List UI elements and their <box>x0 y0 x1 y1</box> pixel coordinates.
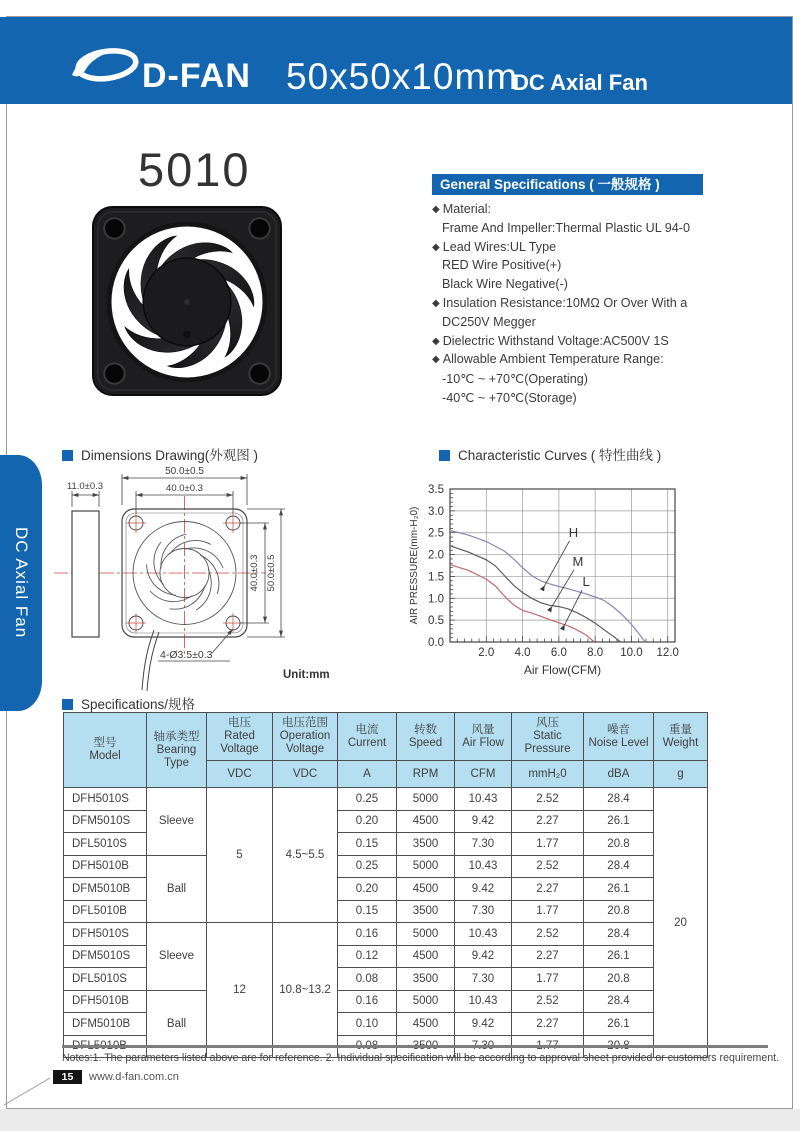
corner-line <box>0 1068 60 1110</box>
spec-table-cell: 10.43 <box>455 990 512 1013</box>
spec-table-row <box>64 788 708 811</box>
section-dimensions-label: Dimensions Drawing(外观图 ) <box>81 448 259 463</box>
spec-table-cell: 7.30 <box>455 833 512 856</box>
section-curves-label: Characteristic Curves ( 特性曲线 ) <box>458 448 662 463</box>
spec-table-cell: 4500 <box>397 1013 455 1036</box>
spec-line: -40℃ ~ +70℃(Storage) <box>442 390 577 405</box>
spec-table-cell: 3500 <box>397 900 455 923</box>
spec-table-header-cell: 转数 Speed <box>397 713 455 761</box>
spec-table-row <box>64 923 708 946</box>
impeller-blades <box>140 529 230 619</box>
spec-line: ◆ Dielectric Withstand Voltage:AC500V 1S <box>432 333 669 348</box>
x-tick-label: 6.0 <box>550 647 567 659</box>
spec-table-header-cell: VDC <box>273 761 338 788</box>
spec-table-cell: 12 <box>207 923 273 1058</box>
spec-table-row <box>64 990 708 1013</box>
notes-text: Notes:1. The parameters listed above are for reference. 2. Individual specification will be according to approval sheet provided or customers requirement. <box>62 1052 780 1064</box>
dim-unit: Unit:mm <box>283 669 330 681</box>
spec-table-cell: 28.4 <box>584 990 654 1013</box>
spec-table-header-cell: 电压 Rated Voltage <box>207 713 273 761</box>
spec-table-cell: 4500 <box>397 945 455 968</box>
spec-table-cell: DFM5010S <box>64 810 147 833</box>
outside-page-area <box>0 1109 800 1131</box>
curve-label-M: M <box>572 553 584 569</box>
model-number-title: 5010 <box>138 143 251 196</box>
spec-table-cell: Sleeve <box>147 923 207 991</box>
spec-table-cell: 2.27 <box>512 945 584 968</box>
spec-table-cell: Ball <box>147 990 207 1058</box>
spec-table-header-cell: 电流 Current <box>338 713 397 761</box>
blue-square-icon <box>62 450 73 461</box>
spec-table-cell: 28.4 <box>584 855 654 878</box>
spec-table-header-cell: 风压 Static Pressure <box>512 713 584 761</box>
spec-table-cell: 20.8 <box>584 833 654 856</box>
spec-table-cell: 26.1 <box>584 1013 654 1036</box>
spec-table-cell: DFL5010S <box>64 968 147 991</box>
y-tick-label: 0.5 <box>428 615 444 628</box>
spec-table-cell: 2.27 <box>512 878 584 901</box>
spec-line: DC250V Megger <box>442 314 536 329</box>
website-text: www.d-fan.com.cn <box>89 1071 179 1083</box>
dim-outer-height: 50.0±0.5 <box>266 554 277 592</box>
spec-table-cell: 0.25 <box>338 855 397 878</box>
spec-table-cell: 5000 <box>397 788 455 811</box>
spec-table-header-cell: CFM <box>455 761 512 788</box>
spec-table-header-cell: 风量 Air Flow <box>455 713 512 761</box>
spec-table-cell: Ball <box>147 855 207 923</box>
y-tick-label: 3.0 <box>428 505 444 518</box>
spec-table-cell: 0.15 <box>338 900 397 923</box>
spec-table-cell: 0.08 <box>338 968 397 991</box>
side-view <box>72 511 99 637</box>
spec-table-cell: 0.20 <box>338 878 397 901</box>
dimension-drawing <box>52 462 387 697</box>
spec-table-cell: 10.43 <box>455 923 512 946</box>
x-axis-label: Air Flow(CFM) <box>523 663 602 677</box>
y-tick-label: 0.0 <box>428 637 444 649</box>
spec-table-cell: 5000 <box>397 855 455 878</box>
spec-table-cell: 2.52 <box>512 855 584 878</box>
spec-table-cell: 20.8 <box>584 900 654 923</box>
spec-table-cell: 4500 <box>397 810 455 833</box>
spec-table-cell: 5000 <box>397 923 455 946</box>
spec-table-header-cell: RPM <box>397 761 455 788</box>
spec-line: ◆ Allowable Ambient Temperature Range: <box>432 352 664 367</box>
spec-table-cell: 26.1 <box>584 810 654 833</box>
section-curves-header <box>439 444 661 464</box>
x-tick-label: 4.0 <box>514 647 531 659</box>
spec-table-header-cell: 重量 Weight <box>654 713 708 761</box>
dim-outer-width: 50.0±0.5 <box>165 466 204 477</box>
spec-table-cell: 0.15 <box>338 833 397 856</box>
x-tick-label: 12.0 <box>656 647 679 659</box>
page-number-badge: 15 <box>53 1070 82 1084</box>
spec-table-cell: 0.16 <box>338 923 397 946</box>
notes-divider <box>62 1045 768 1048</box>
spec-table-cell: 4500 <box>397 878 455 901</box>
section-specifications-header <box>62 693 195 713</box>
spec-table-cell: 9.42 <box>455 1013 512 1036</box>
spec-table-cell: Sleeve <box>147 788 207 856</box>
spec-table-cell: 1.77 <box>512 900 584 923</box>
spec-table-cell: 2.52 <box>512 990 584 1013</box>
spec-table-cell: DFH5010S <box>64 788 147 811</box>
side-tab-label: DC Axial Fan <box>12 527 31 639</box>
spec-table-cell: 28.4 <box>584 923 654 946</box>
spec-table-cell: 0.16 <box>338 990 397 1013</box>
spec-table-header-cell: g <box>654 761 708 788</box>
spec-table-cell: 10.43 <box>455 788 512 811</box>
blue-square-icon <box>62 699 73 710</box>
spec-line: Frame And Impeller:Thermal Plastic UL 94-0 <box>442 220 691 235</box>
spec-table-cell: 9.42 <box>455 878 512 901</box>
y-tick-label: 3.5 <box>428 484 444 496</box>
spec-table-header-cell: 电压范围 Operation Voltage <box>273 713 338 761</box>
diamond-bullet-icon: ◆ <box>432 297 440 309</box>
spec-table-cell: 1.77 <box>512 833 584 856</box>
spec-table-header-cell: VDC <box>207 761 273 788</box>
spec-table-row <box>64 855 708 878</box>
spec-line: -10℃ ~ +70℃(Operating) <box>442 372 588 387</box>
spec-table-cell: 9.42 <box>455 945 512 968</box>
y-tick-label: 1.0 <box>428 593 444 606</box>
curve-label-H: H <box>568 525 579 541</box>
spec-table-cell: 20.8 <box>584 968 654 991</box>
dim-mounting-holes: 4-Ø3.5±0.3 <box>160 649 213 661</box>
spec-table-cell: 3500 <box>397 833 455 856</box>
blue-square-icon <box>439 450 450 461</box>
y-tick-label: 2.0 <box>428 549 444 562</box>
spec-table-cell: 0.10 <box>338 1013 397 1036</box>
spec-line: ◆ Insulation Resistance:10MΩ Or Over With a <box>432 295 688 310</box>
dim-hole-pitch-v: 40.0±0.3 <box>249 554 260 592</box>
spec-line: ◆ Lead Wires:UL Type <box>432 239 557 254</box>
spec-table-cell: 2.52 <box>512 923 584 946</box>
x-tick-label: 10.0 <box>620 647 643 659</box>
side-tab-dc-axial-fan <box>0 455 42 711</box>
spec-table-cell: 2.52 <box>512 788 584 811</box>
spec-table-cell: DFL5010B <box>64 900 147 923</box>
spec-table-cell: DFH5010B <box>64 855 147 878</box>
diamond-bullet-icon: ◆ <box>432 241 440 253</box>
spec-table-cell: 5000 <box>397 990 455 1013</box>
x-tick-label: 8.0 <box>587 647 604 659</box>
curve-label-L: L <box>582 574 590 590</box>
spec-table-cell: 10.43 <box>455 855 512 878</box>
general-spec-list <box>432 202 772 409</box>
spec-table-header-cell: 噪音 Noise Level <box>584 713 654 761</box>
dfan-logo-icon <box>70 42 140 88</box>
spec-line: ◆ Material: <box>432 202 491 216</box>
spec-table-cell: DFH5010S <box>64 923 147 946</box>
spec-table-header-cell: 轴承类型 Bearing Type <box>147 713 207 788</box>
fan-photo <box>92 205 282 397</box>
spec-table-cell: DFM5010S <box>64 945 147 968</box>
characteristic-curves-chart <box>406 468 698 680</box>
dim-thickness: 11.0±0.3 <box>66 481 104 492</box>
page-title-size: 50x50x10mm <box>286 56 519 97</box>
y-tick-label: 2.5 <box>428 527 444 540</box>
spec-table-cell: 9.42 <box>455 810 512 833</box>
spec-table-cell: DFM5010B <box>64 1013 147 1036</box>
spec-table-cell: 26.1 <box>584 878 654 901</box>
spec-table-cell: 0.25 <box>338 788 397 811</box>
spec-table-cell: 1.77 <box>512 968 584 991</box>
brand-name: D-FAN <box>142 57 251 95</box>
spec-table-cell: 26.1 <box>584 945 654 968</box>
spec-table-cell: DFM5010B <box>64 878 147 901</box>
dim-hole-pitch-h: 40.0±0.3 <box>166 483 203 494</box>
diamond-bullet-icon: ◆ <box>432 204 440 215</box>
spec-table-header-cell: 型号 Model <box>64 713 147 788</box>
spec-table-header-cell: mmH₂0 <box>512 761 584 788</box>
curve-H <box>450 531 645 643</box>
spec-table-cell: 0.12 <box>338 945 397 968</box>
lead-wires <box>142 630 159 691</box>
y-tick-label: 1.5 <box>428 571 444 584</box>
spec-table-cell: 7.30 <box>455 968 512 991</box>
spec-table-cell: 3500 <box>397 968 455 991</box>
spec-table-cell: DFH5010B <box>64 990 147 1013</box>
diamond-bullet-icon: ◆ <box>432 354 440 366</box>
spec-table-cell: 10.8~13.2 <box>273 923 338 1058</box>
spec-table-cell: 5 <box>207 788 273 923</box>
spec-table-cell: 20 <box>654 788 708 1058</box>
spec-table-cell: 28.4 <box>584 788 654 811</box>
spec-table <box>63 712 708 1058</box>
spec-table-header-cell: dBA <box>584 761 654 788</box>
spec-table-cell: 0.20 <box>338 810 397 833</box>
x-tick-label: 2.0 <box>478 647 495 659</box>
diamond-bullet-icon: ◆ <box>432 335 440 347</box>
spec-table-cell: 7.30 <box>455 900 512 923</box>
spec-table-cell: 4.5~5.5 <box>273 788 338 923</box>
page-subtitle: DC Axial Fan <box>513 70 648 95</box>
general-specs-title-bar: General Specifications ( 一般规格 ) <box>432 174 703 195</box>
section-specifications-label: Specifications/规格 <box>81 697 196 712</box>
spec-line: RED Wire Positive(+) <box>442 258 562 273</box>
spec-table-cell: 2.27 <box>512 1013 584 1036</box>
spec-table-header-cell: A <box>338 761 397 788</box>
spec-line: Black Wire Negative(-) <box>442 277 568 292</box>
spec-table-cell: 2.27 <box>512 810 584 833</box>
y-axis-label: AIR PRESSURE(mm-H₂0) <box>409 506 420 625</box>
spec-table-cell: DFL5010S <box>64 833 147 856</box>
spec-table-container <box>63 712 708 1058</box>
section-dimensions-header <box>62 444 258 464</box>
